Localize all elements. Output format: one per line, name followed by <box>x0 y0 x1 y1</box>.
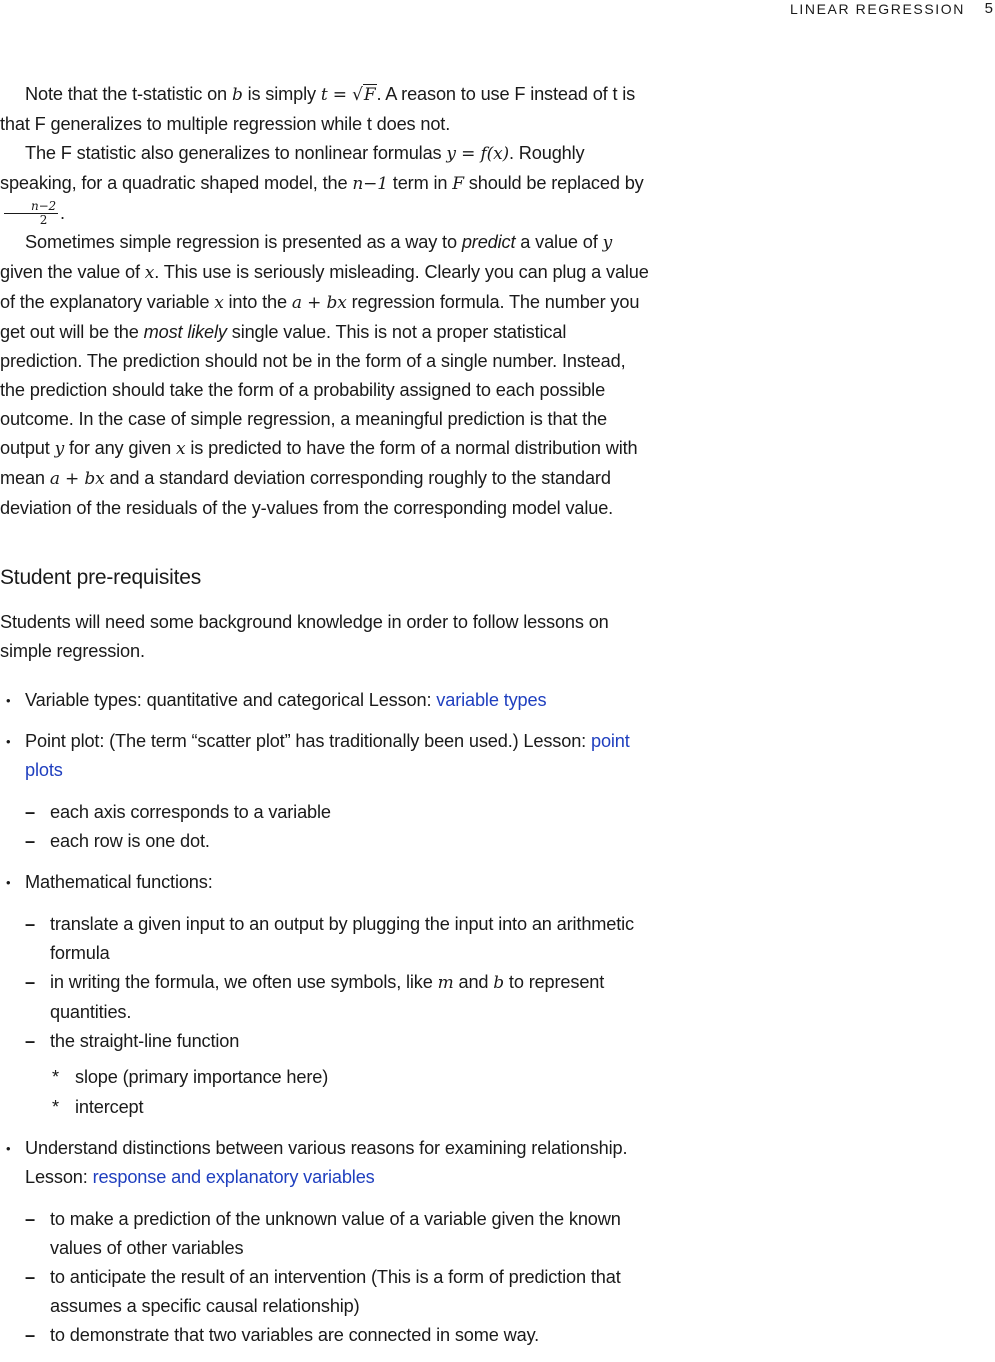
sub-list-item: – translate a given input to an output by plugging the input into an arithmetic formula <box>25 910 652 968</box>
sub-list-item: – to make a prediction of the unknown value of a variable given the known values of other variables <box>25 1205 652 1263</box>
running-head <box>0 0 995 20</box>
list-item: • Mathematical functions: – translate a given input to an output by plugging the input into an arithmetic formula – in writing the formula, we often use symbols, like m and b to represent quantities. – the straight-line function * slope (primary importance here) * intercept <box>0 868 652 1122</box>
link-response-and-explanatory-variables[interactable]: response and explanatory variables <box>92 1167 375 1187</box>
sub-list-item: – to anticipate the result of an intervention (This is a form of prediction that assumes a specific causal relationship) <box>25 1263 652 1321</box>
main-column <box>0 80 652 1362</box>
sub-list-item: – to demonstrate that two variables are connected in some way. <box>25 1321 652 1350</box>
list-item: • Understand distinctions between various reasons for examining relationship. Lesson: response and explanatory variables – to make a prediction of the unknown value of a variable given the known values of other variables – to anticipate the result of an intervention (This is a form of prediction that assumes a specific causal relationship) – to demonstrate that two variables are connected in some way. <box>0 1134 652 1350</box>
prerequisites-list <box>0 686 652 1350</box>
math-fraction: $\frac{n-2}{2}$ <box>4 200 58 227</box>
math-sqrt-f: √F <box>352 85 376 105</box>
paragraph-prediction: Sometimes simple regression is presented as a way to predict a value of y given the value of x. This use is seriously misleading. Clearly you can plug a value of the explanatory variable x into the a + bx regression formula. The number you get out will be the most likely single value. This is not a proper statistical prediction. The prediction should not be in the form of a single number. Instead, the prediction should take the form of a probability assigned to each possible outcome. In the case of simple regression, a meaningful prediction is that the output y for any given x is predicted to have the form of a normal distribution with mean a + bx and a standard deviation corresponding roughly to the standard deviation of the residuals of the y-values from the corresponding model value. <box>0 232 649 518</box>
math-y-fx: y = f(x) <box>446 144 509 164</box>
sub-list <box>25 798 652 856</box>
sub-sub-list-item: * slope (primary importance here) <box>50 1062 652 1092</box>
section-heading: Student pre-requisites <box>0 566 202 589</box>
list-item: • Point plot: (The term “scatter plot” has traditionally been used.) Lesson: point plots – each axis corresponds to a variable – each row is one dot. <box>0 727 652 856</box>
link-point-plots[interactable]: point plots <box>25 731 630 780</box>
list-item: • Variable types: quantitative and categorical Lesson: variable types <box>0 686 652 715</box>
sub-list <box>25 1205 652 1350</box>
sub-sub-list-item: * intercept <box>50 1092 652 1122</box>
sub-list-item: – each row is one dot. <box>25 827 652 856</box>
sub-list <box>25 910 652 1122</box>
paragraph-t-statistic: Note that the t-statistic on b is simply t = √F. A reason to use F instead of t is that F generalizes to multiple regression while t does not. <box>0 84 636 134</box>
page-number: 5 <box>984 0 993 17</box>
math-t-equals: t = <box>320 85 353 105</box>
paragraph-nonlinear: The F statistic also generalizes to nonlinear formulas y = f(x). Roughly speaking, for a quadratic shaped model, the n−1 term in F should be replaced by $\frac{n-2}{2}$ . <box>0 143 644 227</box>
running-head-title: LINEAR REGRESSION <box>789 1 965 17</box>
sub-list-item: – each axis corresponds to a variable <box>25 798 652 827</box>
section-intro: Students will need some background knowledge in order to follow lessons on simple regression. <box>0 612 609 661</box>
sub-sub-list <box>50 1062 652 1122</box>
sub-list-item: – the straight-line function * slope (primary importance here) * intercept <box>25 1027 652 1122</box>
link-variable-types[interactable]: variable types <box>436 690 547 710</box>
sub-list-item: – in writing the formula, we often use symbols, like m and b to represent quantities. <box>25 968 652 1027</box>
math-n-minus-1: n−1 <box>352 174 388 194</box>
